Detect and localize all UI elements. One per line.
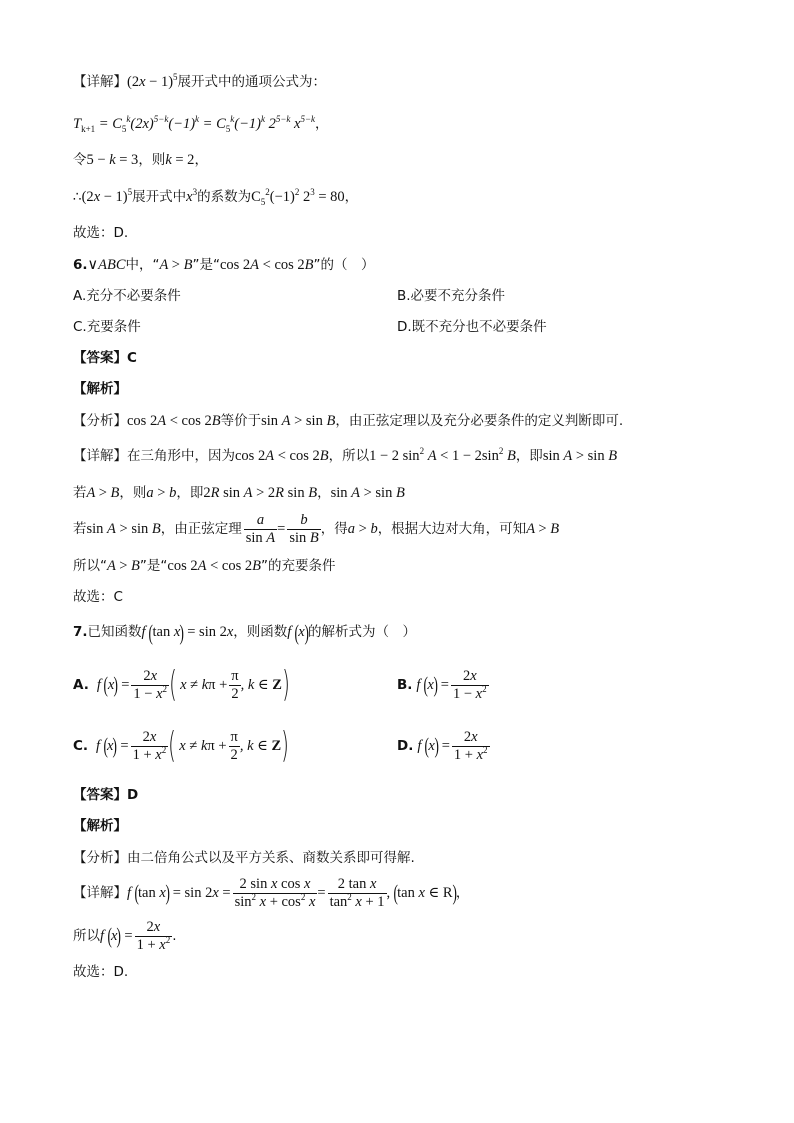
text: 【详解】在三角形中，因为 (73, 448, 235, 464)
text: 【分析】 (73, 413, 127, 429)
text: ，即 (515, 448, 543, 464)
text: 等价于 (220, 413, 262, 429)
text: ，即 (176, 485, 204, 501)
text: ，根据大边对大角，可知 (377, 521, 527, 537)
q7-option-b: B. f (x) = $\frac{2x}{1 - x^2}$ (397, 667, 487, 702)
option-label: B. (397, 677, 413, 693)
q6-conclusion: 所以“A > B”是“cos 2A < cos 2B”的充要条件 (73, 558, 336, 574)
fraction-a-over-sinA: $\frac{a}{\text{sin A}}$ (245, 511, 276, 546)
text: ”的（ ） (313, 257, 375, 273)
q7-option-d: D. f (x) = $\frac{2x}{1 + x^2}$ (397, 728, 488, 763)
text: 若 (73, 521, 87, 537)
detail-expansion-line (73, 72, 326, 92)
text: 的系数为 (197, 189, 252, 205)
text: ”是“ (139, 558, 168, 574)
q7-option-a: A. f (x) = $\frac{2x}{1 - x^2}$ ( x ≠ kπ + $\frac{\pi}{2}$ , k ∈ Z ) (73, 664, 290, 705)
let-line: 令5 − k = 3，则k = 2， (73, 152, 208, 168)
q7-analysis-line: 【分析】由二倍角公式以及平方关系、商数关系即可得解. (73, 850, 415, 866)
question-number: 7. (73, 624, 88, 640)
text: 中，“ (125, 257, 160, 273)
question-6: 6.∨ABC中，“A > B”是“cos 2A < cos 2B”的（ ） (73, 257, 375, 273)
q7-select: 故选：D. (73, 964, 129, 980)
q7-detail-line: 【详解】 f (tan x) = sin 2x = $\frac{\text{2 sin x cos x}}{\sin^2 x + \cos^2 x}$ = $\frac{\text{2 tan x}}{\tan^2 x + 1}$ , (tan x ∈ R) ， (73, 875, 470, 910)
text: 已知函数 (87, 624, 142, 640)
text: ”是“ (192, 257, 220, 273)
q6-detail-line: 【详解】在三角形中，因为cos 2A < cos 2B，所以1 − 2 $\sin^2 A < 1 - 2\sin^2$ B，即sin A > sin B (73, 446, 618, 464)
answer-choice-line: 故选：D. (73, 225, 129, 241)
text: ，所以 (328, 448, 370, 464)
analysis-tag: 【解析】 (73, 818, 127, 834)
text: ，由正弦定理 (160, 521, 242, 537)
option-label: A. (73, 677, 89, 693)
text: ， (194, 152, 208, 168)
general-term-formula: $T_{k+1} = C_5^k(2x)^{5-k}(-1)^k = C_5^k(-1)^k$ $2^{5-k}$ $x^{5-k}$， (73, 114, 329, 134)
text: ”的充要条件 (260, 558, 336, 574)
q6-case-line-1: 若A > B，则a > b，即2R sin A > 2R sin B，sin A > sin B (73, 485, 405, 501)
option-a: A.充分不必要条件 (73, 288, 181, 304)
text: 令 (73, 152, 87, 168)
detail-tag: 【详解】 (73, 74, 127, 90)
text: ，则函数 (233, 624, 288, 640)
q7-result-line: 所以 f (x) = $\frac{2x}{1 + x^2}$ . (73, 918, 177, 953)
fraction-b-over-sinB: $\frac{b}{\text{sin B}}$ (289, 511, 319, 546)
text: 展开式中的通项公式为： (177, 74, 327, 90)
q7-option-c: C. f (x) = $\frac{2x}{1 + x^2}$ ( x ≠ kπ + $\frac{\pi}{2}$ , k ∈ Z ) (73, 725, 290, 766)
text: 【详解】 (73, 885, 127, 901)
text: 所以“ (73, 558, 107, 574)
text: ， (317, 485, 331, 501)
q6-case-line-2: 若 sin A > sin B ，由正弦定理 $\frac{a}{\text{sin A}}$ = $\frac{b}{\text{sin B}}$ ，得 a > b ，根据大边对大角，可知 A > B (73, 511, 560, 546)
text: 所以 (73, 928, 100, 944)
option-label: C. (73, 738, 89, 754)
coefficient-line: ∴(2x − 1)$^5$展开式中$x^3$的系数为$C_5^2(-1)^2$ $2^3 = 80$， (73, 187, 359, 207)
text: ，则 (138, 152, 166, 168)
text: ， (315, 116, 329, 132)
option-c: C.充要条件 (73, 319, 141, 335)
answer-tag: 【答案】C (73, 350, 137, 366)
text: 的解析式为（ ） (308, 624, 417, 640)
therefore-symbol: ∴ (73, 189, 82, 205)
option-label: D. (397, 738, 414, 754)
text: ，由正弦定理以及充分必要条件的定义判断即可. (335, 413, 624, 429)
text: 若 (73, 485, 87, 501)
text: ， (455, 885, 470, 901)
text: ，则 (119, 485, 147, 501)
text: 展开式中 (132, 189, 187, 205)
text: ，得 (320, 521, 348, 537)
text: ， (344, 189, 359, 205)
answer-tag: 【答案】D (73, 787, 139, 803)
q6-analysis-line: 【分析】cos 2A < cos 2B等价于sin A > sin B，由正弦定理以及充分必要条件的定义判断即可. (73, 413, 624, 429)
option-b: B.必要不充分条件 (397, 288, 506, 304)
question-7: 7.已知函数f (tan x) = sin 2x，则函数f (x)的解析式为（ ） (73, 619, 417, 645)
analysis-tag: 【解析】 (73, 381, 127, 397)
option-d: D.既不充分也不必要条件 (397, 319, 547, 335)
math-binomial: $(2x - 1)^5$ (127, 72, 178, 90)
question-number: 6. (73, 257, 88, 273)
q6-select: 故选：C (73, 589, 123, 605)
